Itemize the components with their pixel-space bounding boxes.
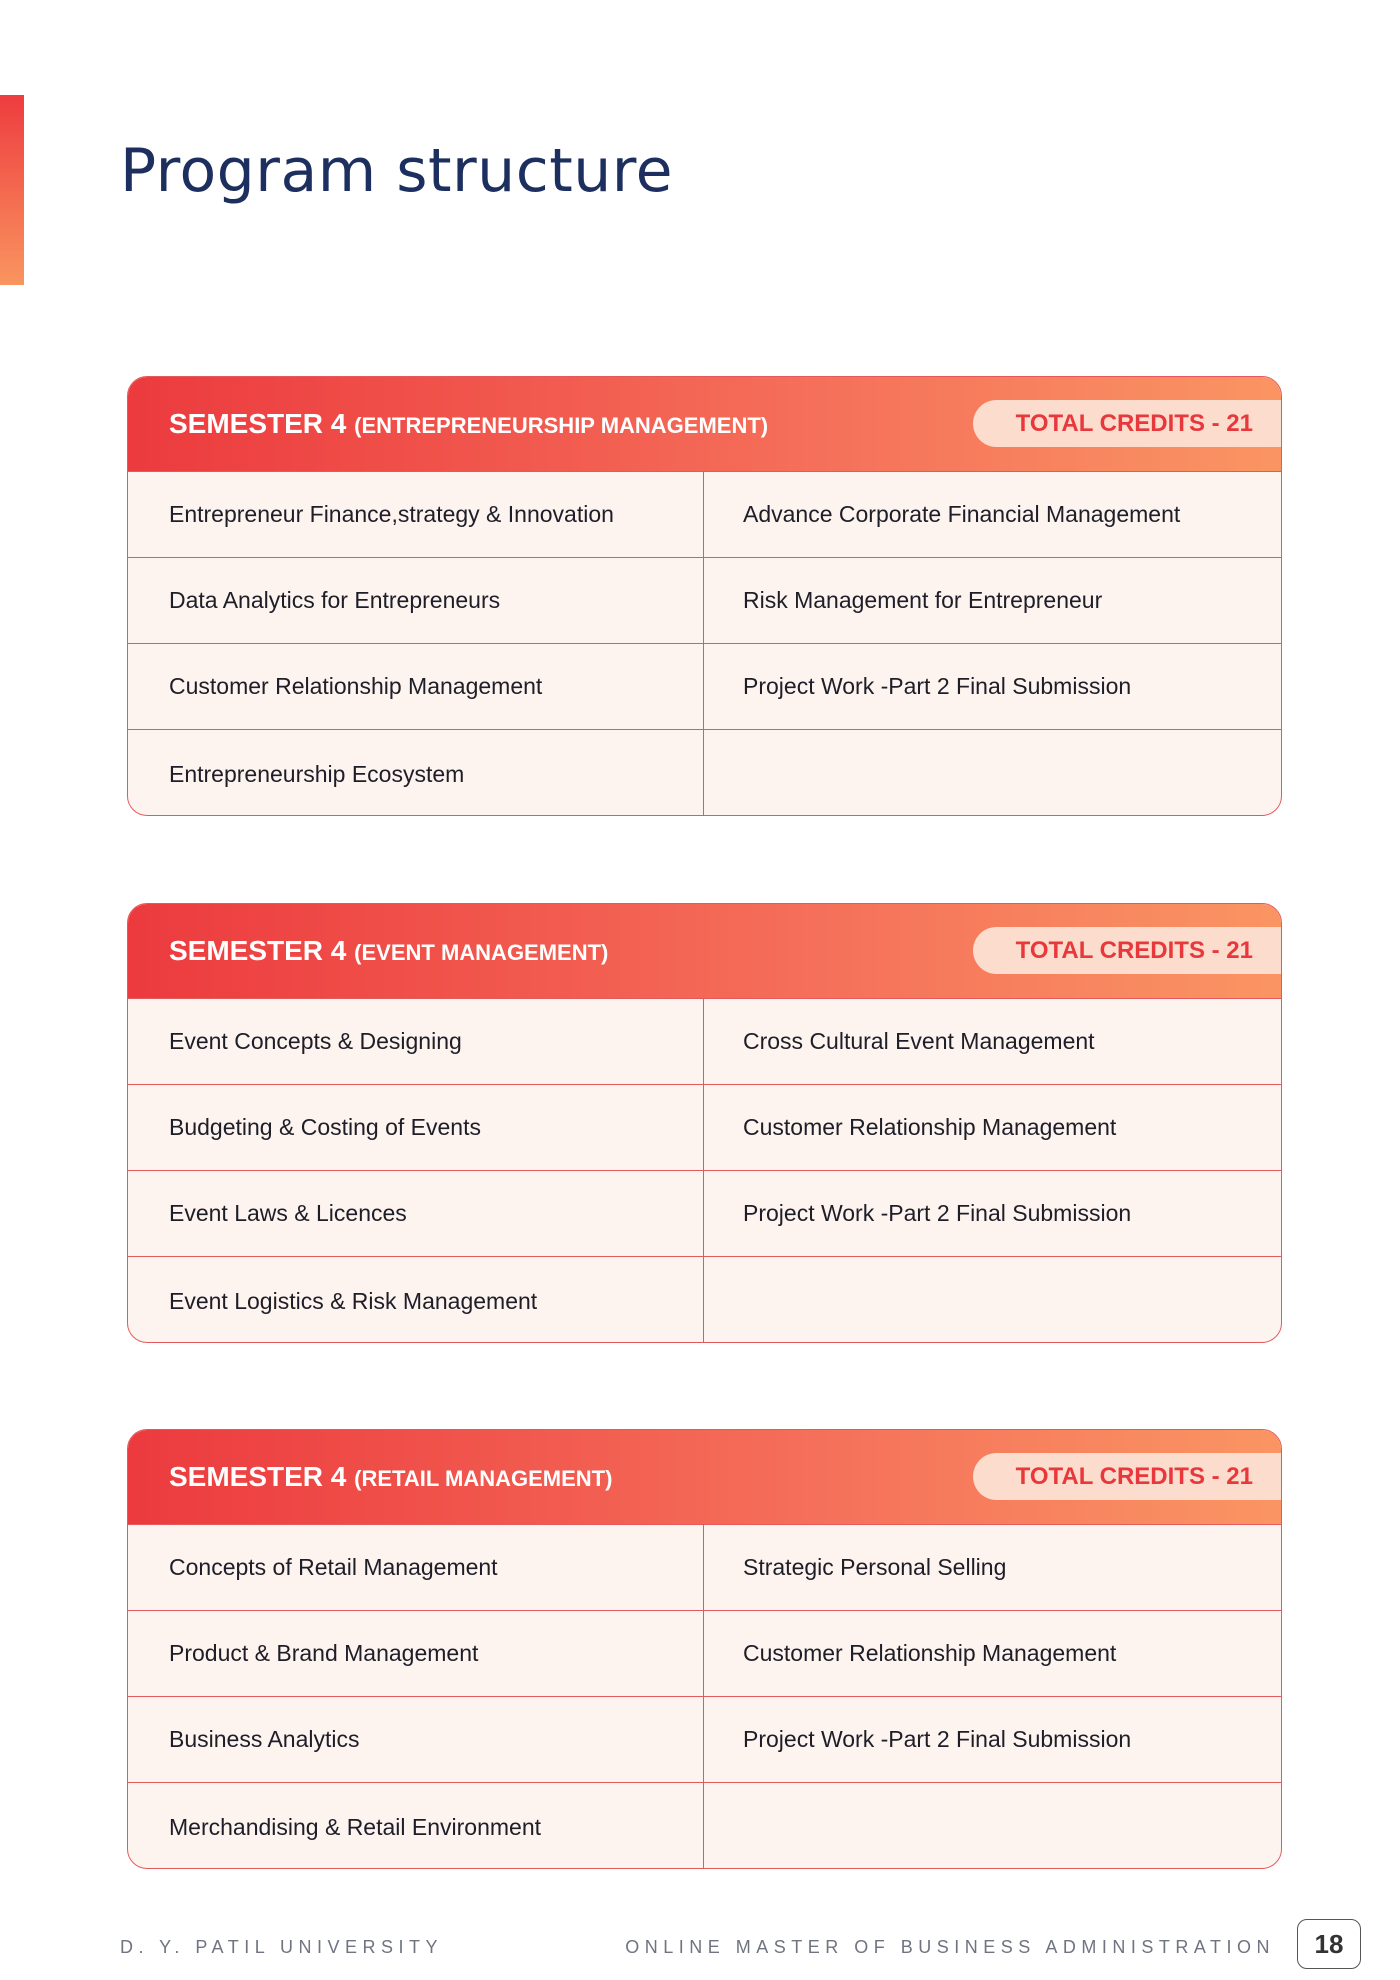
course-cell: Entrepreneurship Ecosystem xyxy=(128,730,704,816)
semester-header xyxy=(128,904,1281,999)
course-cell: Event Concepts & Designing xyxy=(128,999,704,1085)
page-number: 18 xyxy=(1297,1919,1361,1969)
course-cell: Event Laws & Licences xyxy=(128,1171,704,1257)
course-cell: Project Work -Part 2 Final Submission xyxy=(704,1171,1281,1257)
semester-table-event xyxy=(127,903,1282,1343)
course-cell: Customer Relationship Management xyxy=(704,1611,1281,1697)
semester-number: SEMESTER 4 xyxy=(169,408,347,439)
semester-table-retail xyxy=(127,1429,1282,1869)
course-cell: Concepts of Retail Management xyxy=(128,1525,704,1611)
semester-specialization: (RETAIL MANAGEMENT) xyxy=(354,1466,613,1491)
course-cell: Merchandising & Retail Environment xyxy=(128,1783,704,1869)
course-cell-empty xyxy=(704,730,1281,816)
course-cell: Budgeting & Costing of Events xyxy=(128,1085,704,1171)
accent-bar xyxy=(0,95,24,285)
course-grid xyxy=(128,1525,1281,1869)
footer-university-name: D. Y. PATIL UNIVERSITY xyxy=(120,1937,444,1957)
semester-number: SEMESTER 4 xyxy=(169,1461,347,1492)
course-cell: Product & Brand Management xyxy=(128,1611,704,1697)
page-title: Program structure xyxy=(120,136,674,206)
total-credits-badge: TOTAL CREDITS - 21 xyxy=(973,400,1282,447)
course-cell: Business Analytics xyxy=(128,1697,704,1783)
semester-header xyxy=(128,377,1281,472)
course-cell: Customer Relationship Management xyxy=(128,644,704,730)
course-cell: Strategic Personal Selling xyxy=(704,1525,1281,1611)
semester-specialization: (ENTREPRENEURSHIP MANAGEMENT) xyxy=(354,413,769,438)
semester-title xyxy=(169,1461,612,1493)
semester-specialization: (EVENT MANAGEMENT) xyxy=(354,940,609,965)
course-cell: Data Analytics for Entrepreneurs xyxy=(128,558,704,644)
course-cell: Customer Relationship Management xyxy=(704,1085,1281,1171)
semester-title xyxy=(169,408,768,440)
semester-title xyxy=(169,935,608,967)
semester-number: SEMESTER 4 xyxy=(169,935,347,966)
course-cell: Project Work -Part 2 Final Submission xyxy=(704,1697,1281,1783)
course-cell: Entrepreneur Finance,strategy & Innovation xyxy=(128,472,704,558)
total-credits-badge: TOTAL CREDITS - 21 xyxy=(973,1453,1282,1500)
course-cell: Cross Cultural Event Management xyxy=(704,999,1281,1085)
course-cell-empty xyxy=(704,1783,1281,1869)
course-cell: Project Work -Part 2 Final Submission xyxy=(704,644,1281,730)
course-grid xyxy=(128,472,1281,816)
footer-program-name: ONLINE MASTER OF BUSINESS ADMINISTRATION xyxy=(625,1937,1275,1957)
course-cell: Advance Corporate Financial Management xyxy=(704,472,1281,558)
course-grid xyxy=(128,999,1281,1343)
course-cell: Risk Management for Entrepreneur xyxy=(704,558,1281,644)
semester-header xyxy=(128,1430,1281,1525)
total-credits-badge: TOTAL CREDITS - 21 xyxy=(973,927,1282,974)
semester-table-entrepreneurship xyxy=(127,376,1282,816)
course-cell-empty xyxy=(704,1257,1281,1343)
course-cell: Event Logistics & Risk Management xyxy=(128,1257,704,1343)
